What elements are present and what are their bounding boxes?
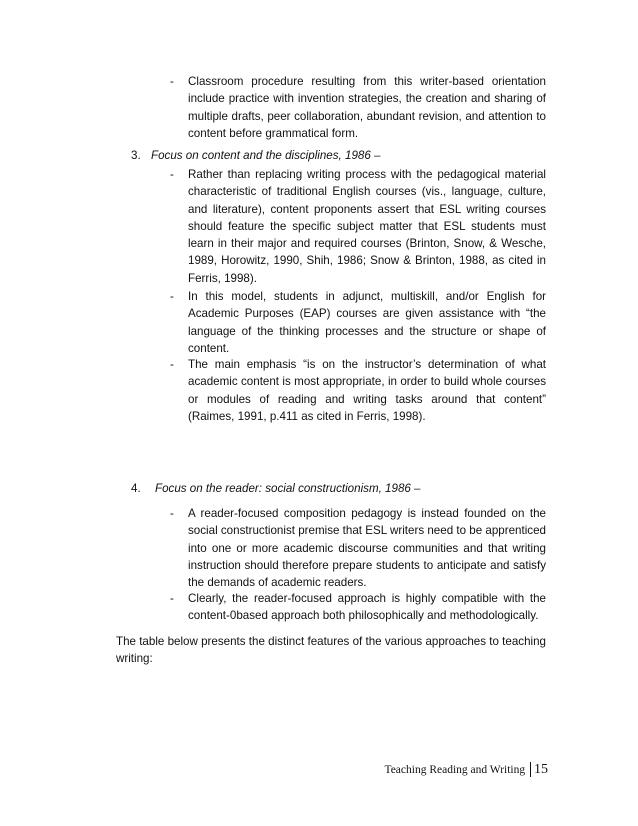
footer-title: Teaching Reading and Writing xyxy=(384,764,526,776)
bullet-text: The main emphasis “is on the instructor’s determination of what academic content is most appropriate, in order to build whole courses or modules of reading and writing tasks around that content” (Raimes, 1991, p.411 as cited in Ferris, 1998). xyxy=(188,358,546,423)
section-number: 3. xyxy=(131,149,141,162)
bullet-text: Rather than replacing writing process with the pedagogical material characteristic of traditional English courses (vis., language, culture, and literature), content proponents assert that ESL writing courses should feature the specific subject matter that ESL students must learn in their major and required courses (Brinton, Snow, & Wesche, 1989, Horowitz, 1990, Shih, 1986; Snow & Brinton, 1988, as cited in Ferris, 1998). xyxy=(188,168,546,285)
bullet-dash: - xyxy=(170,75,174,88)
page-footer xyxy=(300,762,548,778)
bullet-dash: - xyxy=(170,358,174,371)
bullet-dash: - xyxy=(170,168,174,181)
bullet-dash: - xyxy=(170,507,174,520)
bullet-text: A reader-focused composition pedagogy is instead founded on the social constructionist premise that ESL writers need to be apprenticed into one or more academic discourse communities and that writing instruction should therefore prepare students to anticipate and satisfy the demands of academic readers. xyxy=(188,507,546,590)
bullet-dash: - xyxy=(170,592,174,605)
bullet-text: Clearly, the reader-focused approach is highly compatible with the content-0based approach both philosophically and methodologically. xyxy=(188,592,546,623)
section-number: 4. xyxy=(131,482,141,495)
bullet-text: In this model, students in adjunct, multiskill, and/or English for Academic Purposes (EAP) courses are given assistance with “the language of the thinking processes and the structure or shape of content. xyxy=(188,290,546,355)
bullet-text: Classroom procedure resulting from this writer-based orientation include practice with invention strategies, the creation and sharing of multiple drafts, peer collaboration, abundant revision, and attention to content before grammatical form. xyxy=(188,75,546,140)
page-number: 15 xyxy=(530,762,548,777)
section-heading: Focus on the reader: social constructionism, 1986 – xyxy=(155,482,421,495)
section-heading: Focus on content and the disciplines, 1986 – xyxy=(151,149,381,162)
closing-paragraph: The table below presents the distinct features of the various approaches to teaching writing: xyxy=(116,635,546,666)
bullet-dash: - xyxy=(170,290,174,303)
